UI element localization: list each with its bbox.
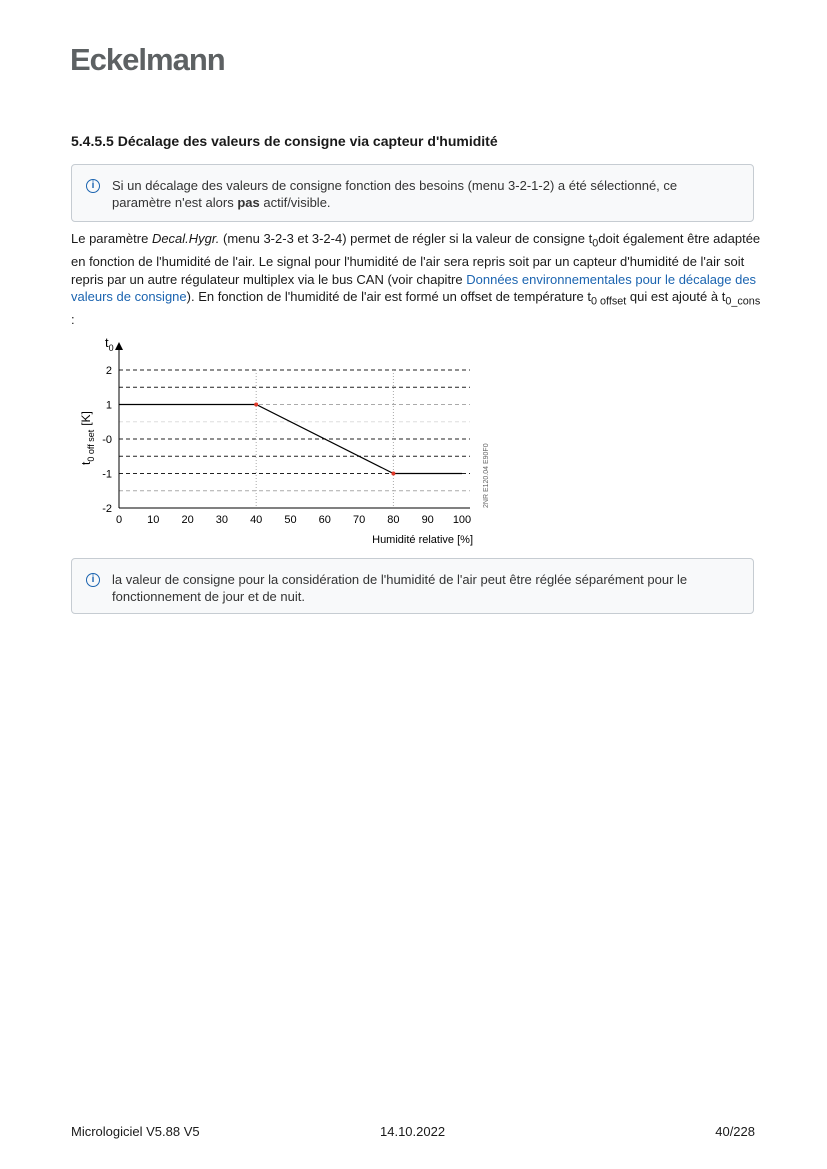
p-text: (menu 3-2-3 et 3-2-4) permet de régler si la valeur de consigne t [219,231,593,246]
info-icon: i [86,179,100,193]
p-text: doit également être adaptée en fonction de l'humidité de l'air. Le signal pour l'humidité de l'air sera repris soit par un capteur d'humidité de l'air soit repris par un autre régulateur multiplex via le bus CAN (voir chapitre [71,231,761,287]
param-name: Decal.Hygr. [151,231,220,246]
chapter-link[interactable]: Données environnementales pour le décalage des valeurs de consigne [71,271,757,305]
p-text: qui est ajouté à t [626,289,726,305]
top-axis-label: $t_0$ [105,335,114,353]
section-title: 5.4.5.5 Décalage des valeurs de consigne via capteur d'humidité [71,133,498,149]
humidity-offset-chart [0,330,520,560]
x-tick-label: 90 [421,514,434,526]
data-point [254,403,258,407]
info-note [71,164,754,222]
x-tick-label: 40 [250,514,263,526]
p-text: Le paramètre [71,231,152,246]
x-tick-label: 10 [147,514,160,526]
y-axis-arrow [115,342,123,350]
x-tick-label: 70 [352,514,366,526]
y-tick-label: 2 [105,365,112,377]
info-icon: i [86,573,100,587]
y-tick-label: -0 [102,434,112,446]
note-text: la valeur de consigne pour la considération de l'humidité de l'air peut être réglée séparément pour le fonctionnement de jour et de nuit. [112,572,688,604]
x-axis-label: Humidité relative [%] [372,534,473,546]
description-paragraph [71,230,761,329]
note-bold: pas [237,195,260,210]
x-tick-label: 50 [284,514,297,526]
x-tick-label: 100 [452,514,472,526]
p-sub: 0 [592,237,599,250]
footer-firmware: Micrologiciel V5.88 V5 [71,1124,200,1139]
p-text: ). En fonction de l'humidité de l'air est formé un offset de température t [186,289,591,305]
figure-id-watermark: 2NR E120.04 E90F0 [483,443,490,508]
x-tick-label: 80 [387,514,400,526]
x-tick-label: 20 [181,514,194,526]
p-sub: 0 offset [590,295,627,308]
y-tick-label: -2 [102,503,112,515]
x-tick-label: 30 [215,514,229,526]
x-tick-label: 0 [115,514,123,526]
eckelmann-logo: Eckelmann [70,42,225,77]
note-text: Si un décalage des valeurs de consigne fonction des besoins (menu 3-2-1-2) a été sélectionné, ce paramètre n'est alors [112,178,678,210]
footer-date: 14.10.2022 [380,1124,446,1139]
note-text-end: actif/visible. [259,195,331,210]
p-sub: 0_cons [725,295,761,308]
info-note-2 [71,558,754,614]
data-point [391,472,395,476]
y-tick-label: 1 [105,399,112,412]
y-axis-label: $t_{0 off set}[K]$ [79,411,96,465]
y-tick-label: -1 [102,468,112,481]
footer-page: 40/228 [715,1124,755,1139]
x-tick-label: 60 [318,514,331,526]
p-text: : [71,312,75,328]
